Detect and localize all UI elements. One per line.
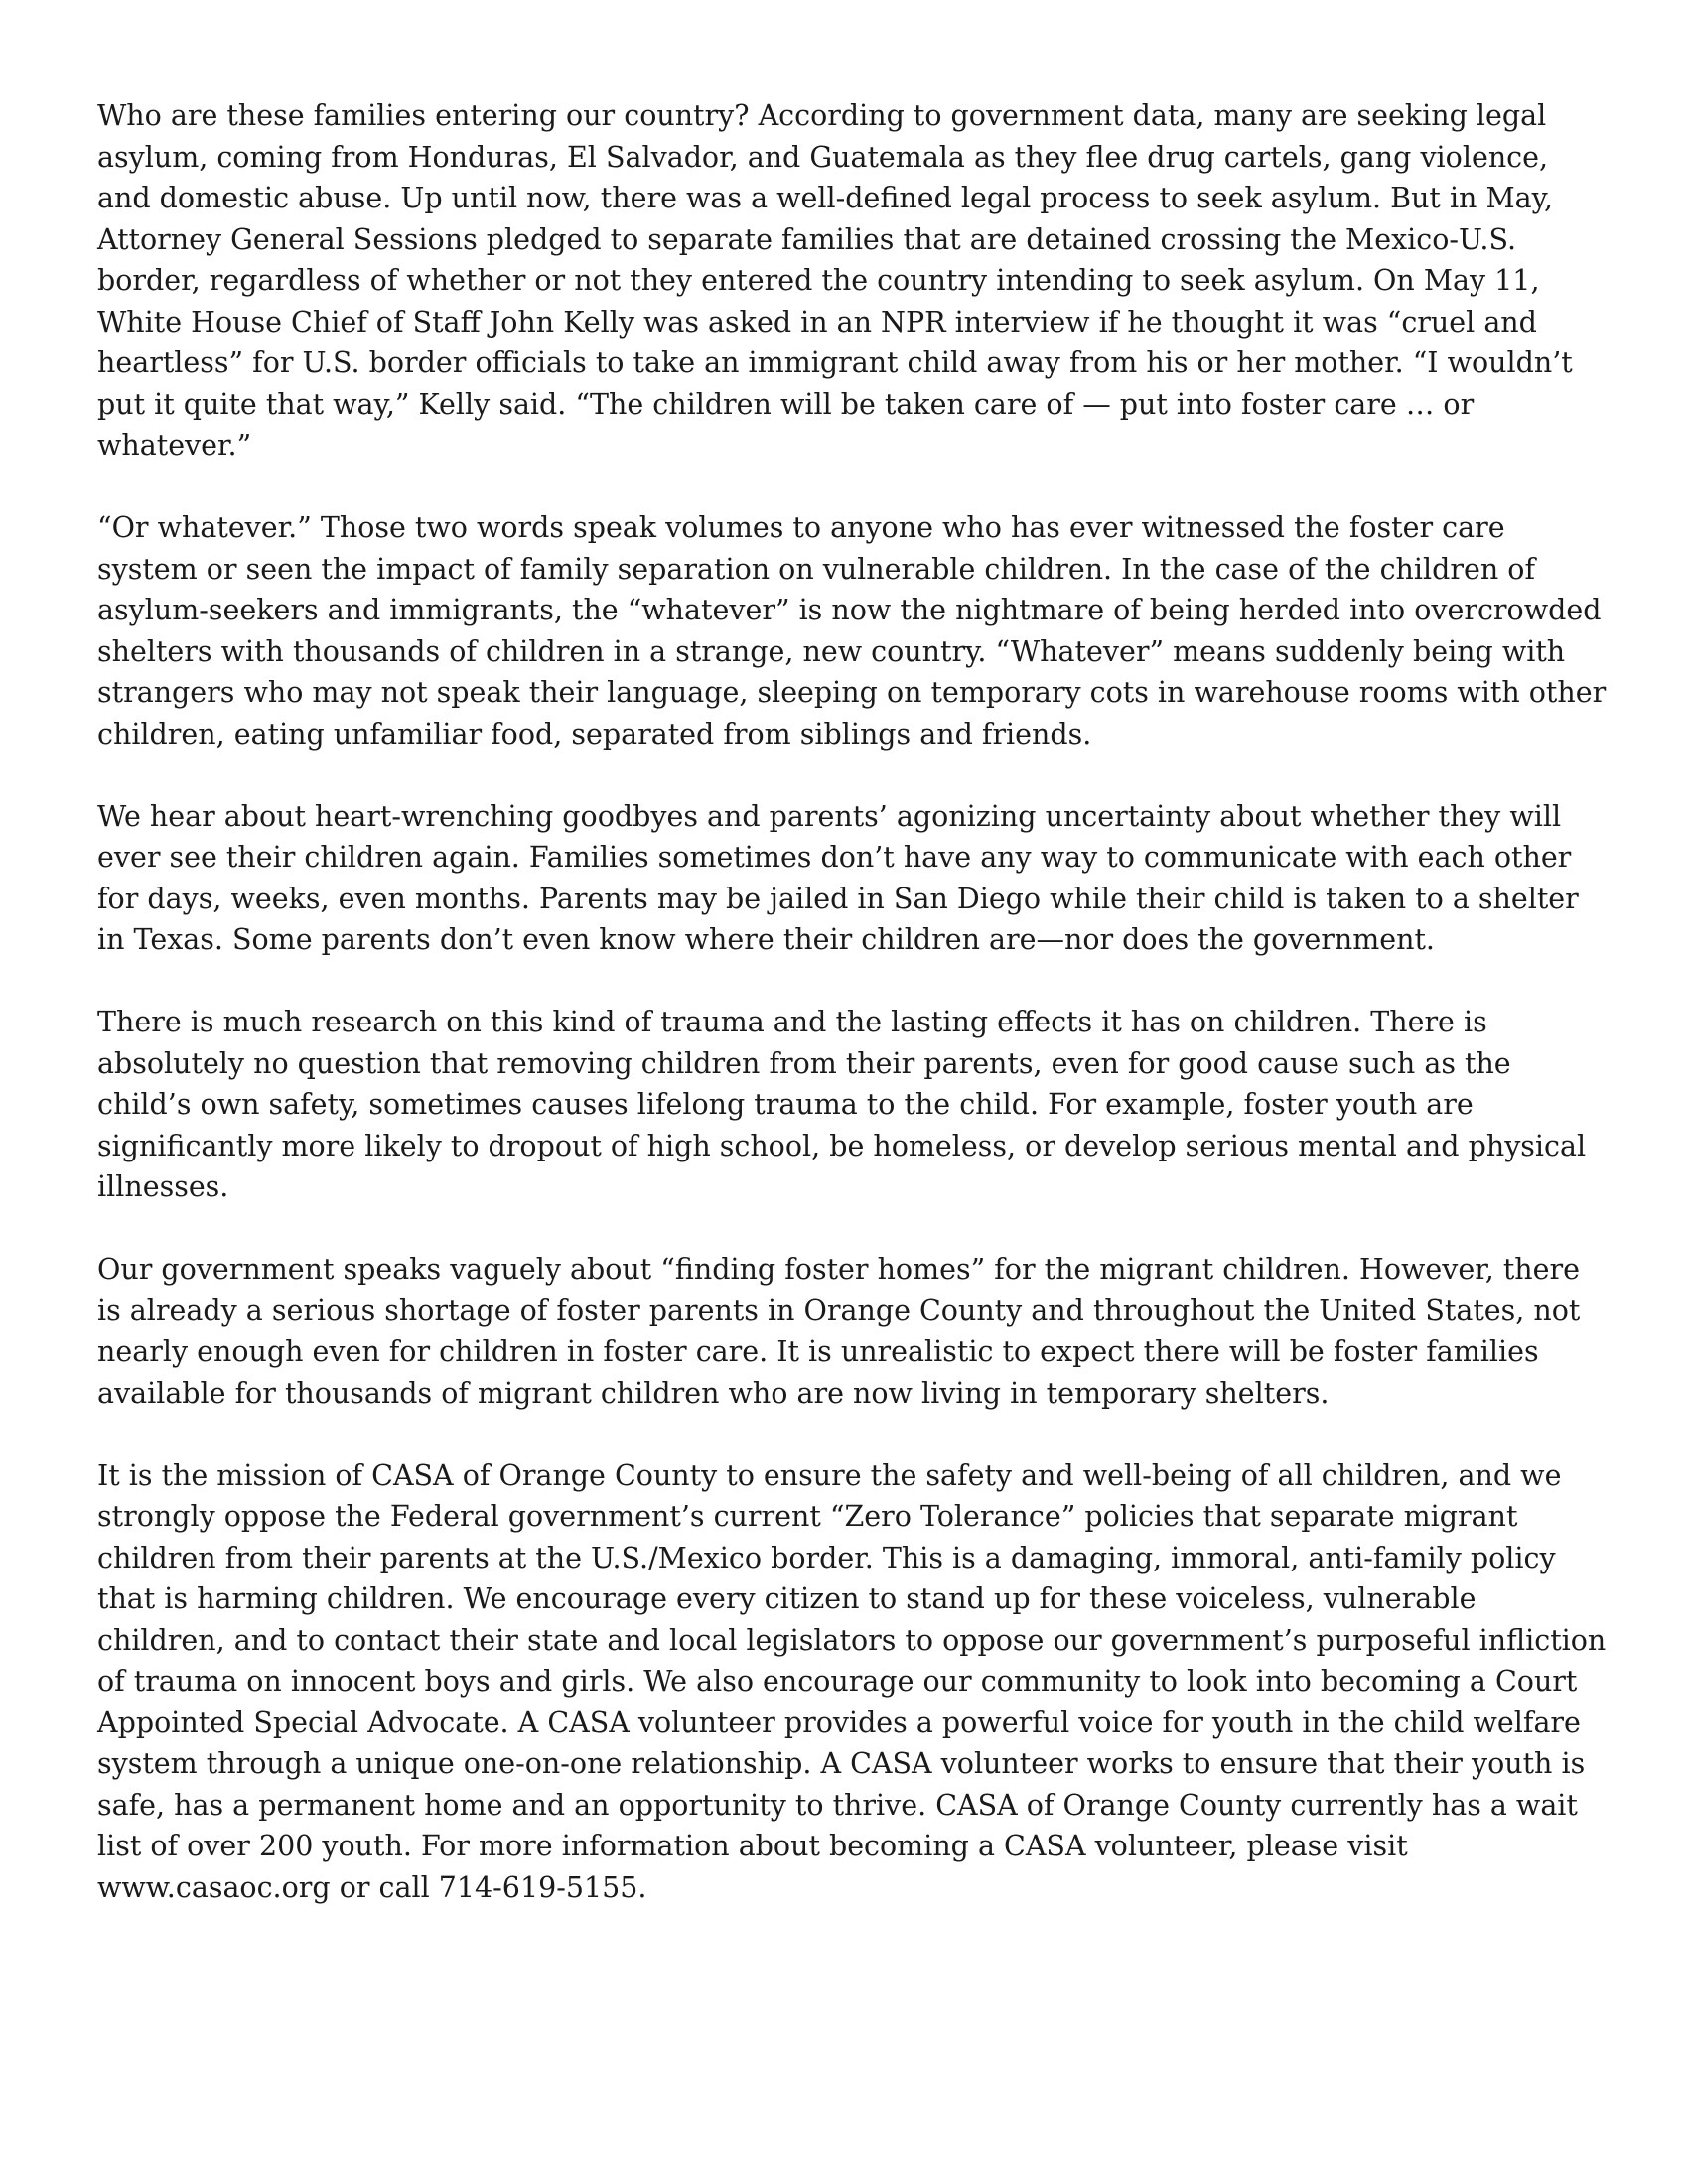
paragraph-asylum-families: Who are these families entering our country? According to government data, many are seeking legal asylum, coming from Honduras, El Salvador, and Guatemala as they flee drug cartels, gang violence, and domestic abuse. Up until now, there was a well-defined legal process to seek asylum. But in May, Attorney General Sessions pledged to separate families that are detained crossing the Mexico-U.S. border, regardless of whether or not they entered the country intending to seek asylum. On May 11, White House Chief of Staff John Kelly was asked in an NPR interview if he thought it was “cruel and heartless” for U.S. border officials to take an immigrant child away from his or her mother. “I wouldn’t put it quite that way,” Kelly said. “The children will be taken care of — put into foster care … or whatever.”: [97, 99, 1573, 462]
paragraph-goodbyes: We hear about heart-wrenching goodbyes and parents’ agonizing uncertainty about whether they will ever see their children again. Families sometimes don’t have any way to communicate with each other for days, weeks, even months. Parents may be jailed in San Diego while their child is taken to a shelter in Texas. Some parents don’t even know where their children are—nor does the government.: [97, 799, 1579, 956]
paragraph-trauma-research: There is much research on this kind of trauma and the lasting effects it has on children. There is absolutely no question that removing children from their parents, even for good cause such as the child’s own safety, sometimes causes lifelong trauma to the child. For example, foster youth are significantly more likely to dropout of high school, be homeless, or develop serious mental and physical illnesses.: [97, 1006, 1587, 1203]
paragraph-foster-shortage: Our government speaks vaguely about “finding foster homes” for the migrant children. However, there is already a serious shortage of foster parents in Orange County and throughout the United States, not nearly enough even for children in foster care. It is unrealistic to expect there will be foster families available for thousands of migrant children who are now living in temporary shelters.: [97, 1253, 1581, 1410]
paragraph-casa-mission: It is the mission of CASA of Orange County to ensure the safety and well-being of all children, and we strongly oppose the Federal government’s current “Zero Tolerance” policies that separate migrant children from their parents at the U.S./Mexico border. This is a damaging, immoral, anti-family policy that is harming children. We encourage every citizen to stand up for these voiceless, vulnerable children, and to contact their state and local legislators to oppose our government’s purposeful infliction of trauma on innocent boys and girls. We also encourage our community to look into becoming a Court Appointed Special Advocate. A CASA volunteer provides a powerful voice for youth in the child welfare system through a unique one-on-one relationship. A CASA volunteer works to ensure that their youth is safe, has a permanent home and an opportunity to thrive. CASA of Orange County currently has a wait list of over 200 youth. For more information about becoming a CASA volunteer, please visit www.casaoc.org or call 714-619-5155.: [97, 1458, 1607, 1904]
document-body: [97, 95, 1607, 1950]
paragraph-or-whatever: “Or whatever.” Those two words speak volumes to anyone who has ever witnessed the foster care system or seen the impact of family separation on vulnerable children. In the case of the children of asylum-seekers and immigrants, the “whatever” is now the nightmare of being herded into overcrowded shelters with thousands of children in a strange, new country. “Whatever” means suddenly being with strangers who may not speak their language, sleeping on temporary cots in warehouse rooms with other children, eating unfamiliar food, separated from siblings and friends.: [97, 511, 1607, 751]
